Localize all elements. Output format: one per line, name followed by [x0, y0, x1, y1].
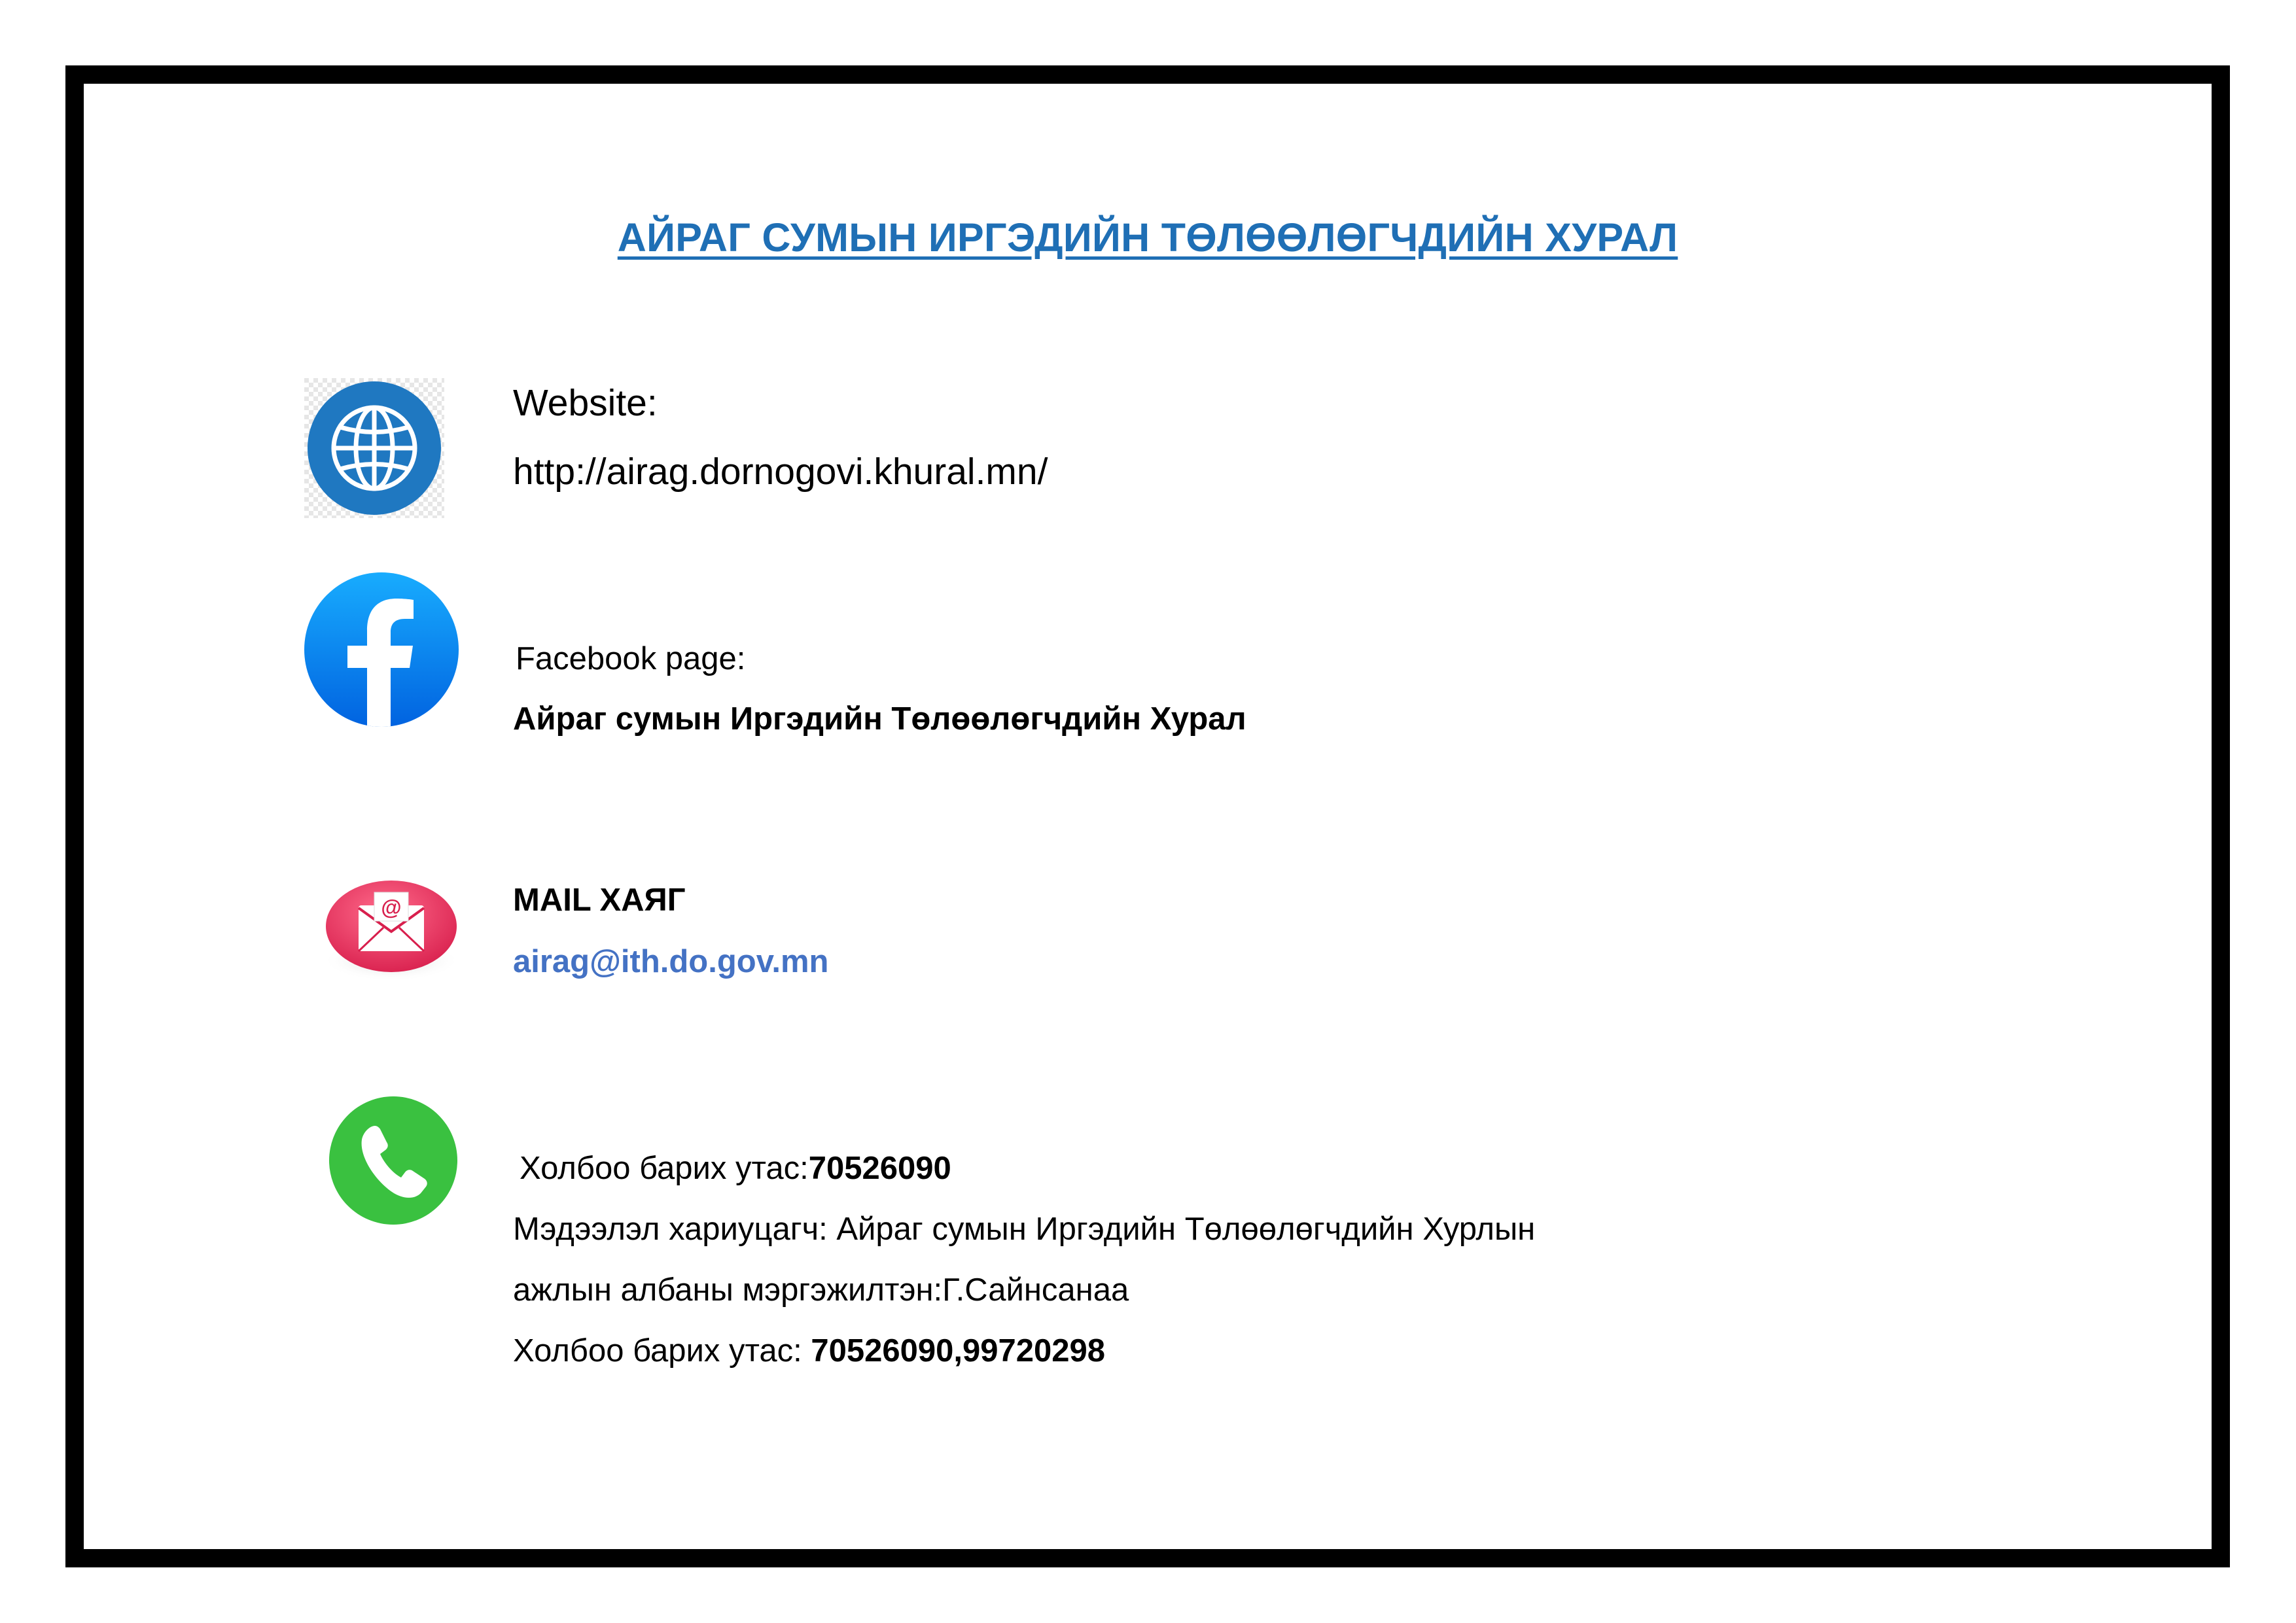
facebook-page-name[interactable]: Айраг сумын Иргэдийн Төлөөлөгчдийн Хурал — [513, 701, 1246, 737]
contact-phone-label: Холбоо барих утас: — [520, 1151, 809, 1186]
responsible-person-line: Мэдээлэл хариуцагч: Айраг сумын Иргэдийн Төлөөлөгчдийн Хурлын — [513, 1212, 1536, 1247]
page-title: АЙРАГ СУМЫН ИРГЭДИЙН ТӨЛӨӨЛӨГЧДИЙН ХУРАЛ — [617, 215, 1678, 260]
contact-phones-numbers[interactable]: 70526090,99720298 — [811, 1333, 1106, 1369]
phone-icon[interactable] — [329, 1096, 457, 1225]
website-label: Website: — [513, 382, 658, 424]
facebook-label: Facebook page: — [516, 641, 746, 676]
facebook-icon[interactable] — [304, 572, 459, 727]
globe-icon — [304, 378, 444, 518]
page-frame — [65, 65, 2230, 1567]
email-address[interactable]: airag@ith.do.gov.mn — [513, 944, 829, 979]
mail-label: MAIL ХАЯГ — [513, 882, 686, 918]
svg-text:@: @ — [381, 896, 402, 919]
contact-phone-number[interactable]: 70526090 — [808, 1151, 951, 1186]
contact-phone-line — [520, 1153, 951, 1185]
contact-phones-label: Холбоо барих утас: — [513, 1333, 811, 1369]
mail-icon[interactable] — [319, 869, 463, 986]
website-url[interactable]: http://airag.dornogovi.khural.mn/ — [513, 451, 1048, 493]
contact-phones-line — [513, 1335, 1105, 1367]
specialist-line: ажлын албаны мэргэжилтэн:Г.Сайнсанаа — [513, 1272, 1129, 1308]
